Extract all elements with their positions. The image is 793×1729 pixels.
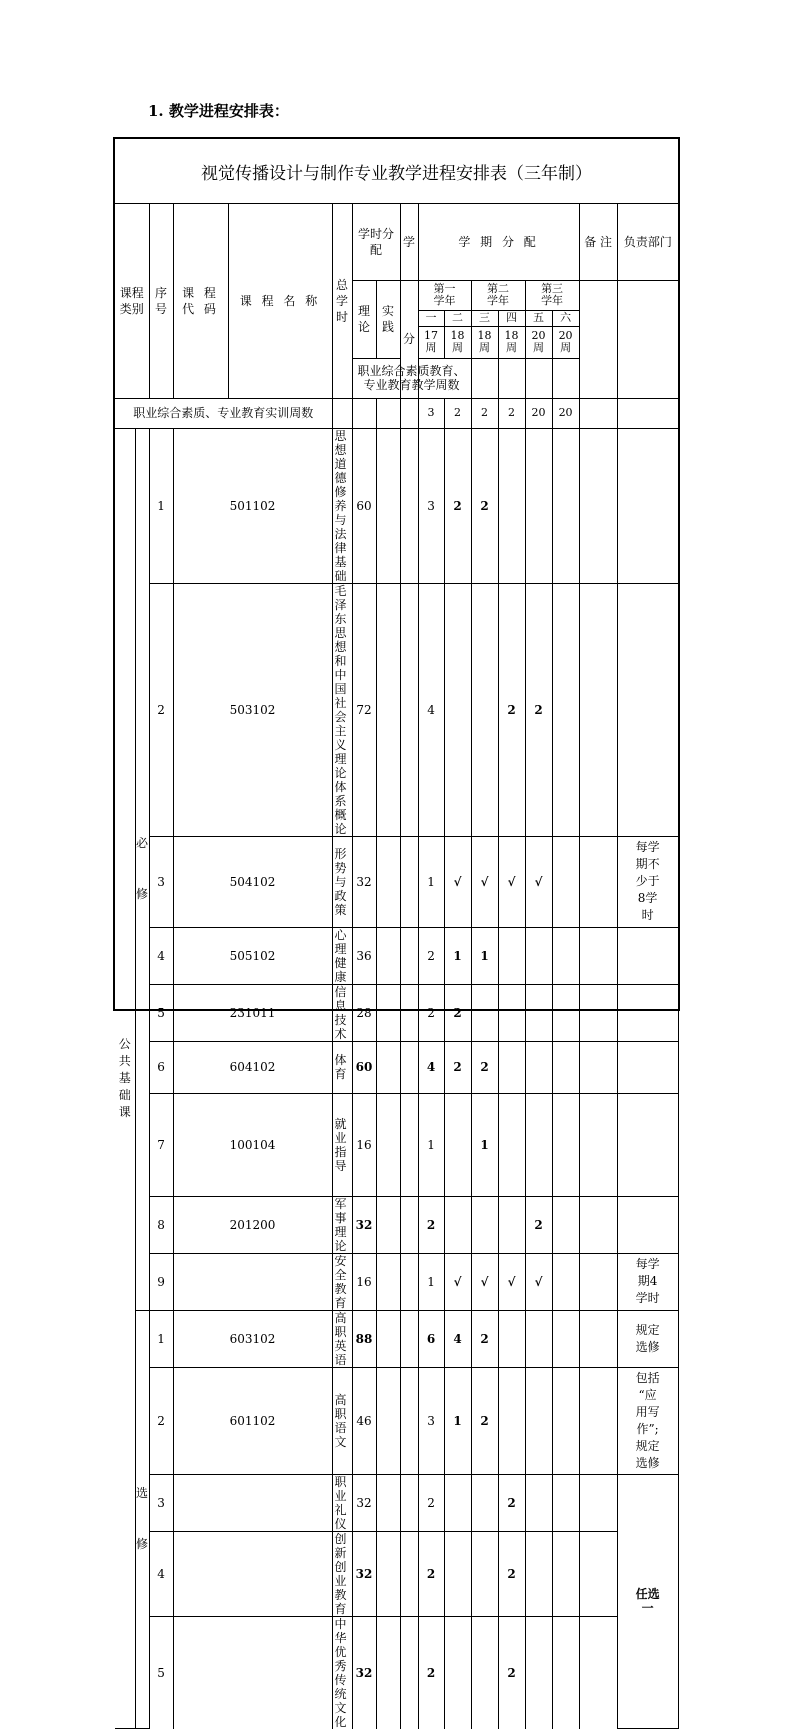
course-term-hours — [552, 836, 579, 927]
course-term-hours — [552, 583, 579, 836]
header-year-3: 第三 学年 — [525, 280, 579, 310]
course-term-hours: 2 — [444, 428, 471, 583]
course-credit: 1 — [418, 1093, 444, 1196]
course-seq: 5 — [149, 984, 173, 1041]
course-practice — [400, 1093, 418, 1196]
course-note — [617, 984, 678, 1041]
course-term-hours — [579, 1041, 617, 1093]
course-theory — [376, 1616, 400, 1729]
course-term-hours — [525, 1041, 552, 1093]
course-credit: 4 — [418, 1041, 444, 1093]
course-term-hours: √ — [444, 1253, 471, 1310]
section-heading: 1. 教学进程安排表： — [148, 102, 289, 120]
course-practice — [400, 1253, 418, 1310]
course-term-hours — [552, 1474, 579, 1531]
course-practice — [400, 1616, 418, 1729]
course-theory — [376, 583, 400, 836]
course-term-hours — [579, 1196, 617, 1253]
course-code: 231011 — [173, 984, 332, 1041]
header-total-hours: 总 学 时 — [332, 204, 352, 398]
course-total-hours: 32 — [352, 1531, 376, 1616]
course-code: 100104 — [173, 1093, 332, 1196]
blank — [525, 358, 552, 398]
course-seq: 1 — [149, 428, 173, 583]
course-seq: 3 — [149, 1474, 173, 1531]
course-credit: 1 — [418, 836, 444, 927]
header-term: 五 — [525, 310, 552, 326]
course-term-hours — [552, 927, 579, 984]
course-term-hours: 1 — [471, 1093, 498, 1196]
header-year-2: 第二 学年 — [471, 280, 525, 310]
blank — [400, 398, 418, 428]
course-seq: 6 — [149, 1041, 173, 1093]
course-theory — [376, 836, 400, 927]
course-term-hours: 2 — [444, 984, 471, 1041]
header-term: 三 — [471, 310, 498, 326]
course-note: 包括 “应 用写 作”; 规定 选修 — [617, 1367, 678, 1474]
course-term-hours: 2 — [471, 428, 498, 583]
course-term-hours — [525, 927, 552, 984]
blank — [552, 358, 579, 398]
course-term-hours — [471, 1531, 498, 1616]
course-term-hours — [579, 984, 617, 1041]
header-weeks: 20 周 — [552, 326, 579, 358]
course-seq: 5 — [149, 1616, 173, 1729]
header-credit-top: 学 — [400, 204, 418, 280]
course-name: 创新创业教育 — [332, 1531, 352, 1616]
practice-weeks-value: 2 — [444, 398, 471, 428]
course-practice — [400, 583, 418, 836]
course-term-hours — [525, 1531, 552, 1616]
blank — [376, 398, 400, 428]
course-term-hours — [471, 1196, 498, 1253]
course-name: 体 育 — [332, 1041, 352, 1093]
course-seq: 7 — [149, 1093, 173, 1196]
header-weeks: 18 周 — [498, 326, 525, 358]
course-code: 603102 — [173, 1310, 332, 1367]
course-term-hours — [579, 836, 617, 927]
practice-weeks-value: 2 — [498, 398, 525, 428]
course-term-hours — [444, 1531, 471, 1616]
course-note: 每学 期4 学时 — [617, 1253, 678, 1310]
course-term-hours: 2 — [471, 1041, 498, 1093]
course-seq: 3 — [149, 836, 173, 927]
course-seq: 9 — [149, 1253, 173, 1310]
course-seq: 2 — [149, 583, 173, 836]
course-credit: 3 — [418, 1367, 444, 1474]
course-total-hours: 60 — [352, 428, 376, 583]
course-credit: 3 — [418, 428, 444, 583]
course-total-hours: 32 — [352, 1196, 376, 1253]
course-theory — [376, 1310, 400, 1367]
course-code: 501102 — [173, 428, 332, 583]
course-term-hours — [444, 583, 471, 836]
course-term-hours — [579, 583, 617, 836]
header-hours-split: 学时分 配 — [352, 204, 400, 280]
course-note — [617, 428, 678, 583]
course-note — [617, 1041, 678, 1093]
course-term-hours — [498, 1041, 525, 1093]
elective-group: 选 修 — [135, 1310, 149, 1729]
course-theory — [376, 927, 400, 984]
course-practice — [400, 428, 418, 583]
course-theory — [376, 1196, 400, 1253]
course-credit: 2 — [418, 927, 444, 984]
header-category: 课程 类别 — [115, 204, 149, 398]
course-term-hours — [552, 1093, 579, 1196]
blank — [332, 398, 352, 428]
course-term-hours — [444, 1196, 471, 1253]
course-theory — [376, 1253, 400, 1310]
course-note — [617, 927, 678, 984]
header-weeks: 17 周 — [418, 326, 444, 358]
course-theory — [376, 428, 400, 583]
course-term-hours — [579, 428, 617, 583]
course-term-hours — [525, 1616, 552, 1729]
course-term-hours — [525, 1310, 552, 1367]
course-credit: 2 — [418, 1196, 444, 1253]
elective-choose-one-note: 任选 一 — [617, 1474, 678, 1729]
course-term-hours: √ — [471, 1253, 498, 1310]
table-title: 视觉传播设计与制作专业教学进程安排表（三年制） — [115, 139, 678, 204]
course-term-hours — [525, 1367, 552, 1474]
course-term-hours — [444, 1474, 471, 1531]
course-total-hours: 16 — [352, 1093, 376, 1196]
course-name: 高职语文 — [332, 1367, 352, 1474]
course-term-hours: √ — [525, 836, 552, 927]
header-practice: 实 践 — [376, 280, 400, 358]
course-term-hours — [498, 984, 525, 1041]
course-note — [617, 1196, 678, 1253]
course-term-hours — [552, 1531, 579, 1616]
course-term-hours: 2 — [444, 1041, 471, 1093]
course-term-hours — [444, 1093, 471, 1196]
practice-weeks-value: 20 — [552, 398, 579, 428]
header-code: 课 程 代 码 — [173, 204, 228, 398]
course-term-hours — [552, 1041, 579, 1093]
course-term-hours — [498, 428, 525, 583]
course-total-hours: 28 — [352, 984, 376, 1041]
practice-weeks-value: 3 — [418, 398, 444, 428]
required-group: 必 修 — [135, 428, 149, 1310]
course-term-hours — [579, 927, 617, 984]
course-code: 601102 — [173, 1367, 332, 1474]
course-name: 思想道德修养与 法律基础 — [332, 428, 352, 583]
course-name: 心理健康 — [332, 927, 352, 984]
course-name: 职业礼仪 — [332, 1474, 352, 1531]
practice-weeks-value: 20 — [525, 398, 552, 428]
course-note: 规定 选修 — [617, 1310, 678, 1367]
course-note — [617, 1093, 678, 1196]
course-name: 形势与政策 — [332, 836, 352, 927]
course-total-hours: 16 — [352, 1253, 376, 1310]
course-code: 503102 — [173, 583, 332, 836]
course-name: 就业指导 — [332, 1093, 352, 1196]
course-credit: 6 — [418, 1310, 444, 1367]
course-term-hours — [552, 1253, 579, 1310]
course-seq: 4 — [149, 1531, 173, 1616]
course-term-hours — [579, 1474, 617, 1531]
course-term-hours — [471, 984, 498, 1041]
course-term-hours — [525, 1474, 552, 1531]
header-credit-bottom: 分 — [400, 280, 418, 398]
course-name: 毛泽东思想和中 国社会主义理论 体系概论 — [332, 583, 352, 836]
course-theory — [376, 1531, 400, 1616]
course-term-hours — [552, 1196, 579, 1253]
course-term-hours — [444, 1616, 471, 1729]
course-practice — [400, 836, 418, 927]
header-term: 六 — [552, 310, 579, 326]
public-basic-course-group: 公 共 基 础 课 — [115, 428, 135, 1729]
course-term-hours: √ — [471, 836, 498, 927]
header-note: 备 注 — [579, 204, 617, 280]
blank — [498, 358, 525, 398]
blank — [579, 398, 617, 428]
course-name: 信息技术 — [332, 984, 352, 1041]
course-code — [173, 1474, 332, 1531]
course-term-hours — [525, 984, 552, 1041]
course-term-hours: 2 — [498, 1474, 525, 1531]
course-total-hours: 60 — [352, 1041, 376, 1093]
course-term-hours: 1 — [471, 927, 498, 984]
course-practice — [400, 1531, 418, 1616]
course-credit: 2 — [418, 1616, 444, 1729]
course-code — [173, 1531, 332, 1616]
header-semester-dist: 学 期 分 配 — [418, 204, 579, 280]
course-term-hours — [552, 1367, 579, 1474]
course-theory — [376, 1041, 400, 1093]
course-note: 每学 期不 少于 8学 时 — [617, 836, 678, 927]
course-practice — [400, 1474, 418, 1531]
course-term-hours — [579, 1310, 617, 1367]
course-term-hours: 2 — [498, 1531, 525, 1616]
course-term-hours — [579, 1093, 617, 1196]
header-dept: 负责部门 — [617, 204, 678, 280]
course-term-hours: √ — [525, 1253, 552, 1310]
course-term-hours — [471, 1616, 498, 1729]
course-practice — [400, 1310, 418, 1367]
course-term-hours — [552, 984, 579, 1041]
header-term: 二 — [444, 310, 471, 326]
course-term-hours — [498, 1367, 525, 1474]
course-theory — [376, 984, 400, 1041]
course-term-hours — [471, 583, 498, 836]
practice-weeks-value: 2 — [471, 398, 498, 428]
course-theory — [376, 1367, 400, 1474]
course-total-hours: 36 — [352, 927, 376, 984]
course-term-hours — [579, 1253, 617, 1310]
blank — [352, 398, 376, 428]
header-weeks: 18 周 — [444, 326, 471, 358]
course-name: 军事理论 — [332, 1196, 352, 1253]
course-name: 高职英语 — [332, 1310, 352, 1367]
course-code: 505102 — [173, 927, 332, 984]
course-practice — [400, 1041, 418, 1093]
course-seq: 8 — [149, 1196, 173, 1253]
course-term-hours: 2 — [471, 1367, 498, 1474]
course-term-hours: 2 — [525, 1196, 552, 1253]
course-term-hours — [525, 428, 552, 583]
course-term-hours — [552, 1616, 579, 1729]
course-name: 中华优秀传统文 化 — [332, 1616, 352, 1729]
course-term-hours: 1 — [444, 1367, 471, 1474]
header-course-name: 课 程 名 称 — [228, 204, 332, 398]
course-term-hours: 2 — [498, 1616, 525, 1729]
course-theory — [376, 1474, 400, 1531]
course-theory — [376, 1093, 400, 1196]
header-theory: 理 论 — [352, 280, 376, 358]
course-code: 504102 — [173, 836, 332, 927]
course-code — [173, 1616, 332, 1729]
course-total-hours: 72 — [352, 583, 376, 836]
course-name: 安全教育 — [332, 1253, 352, 1310]
course-term-hours — [579, 1367, 617, 1474]
course-term-hours: 2 — [498, 583, 525, 836]
header-seq: 序 号 — [149, 204, 173, 398]
course-seq: 1 — [149, 1310, 173, 1367]
blank — [471, 358, 498, 398]
course-credit: 4 — [418, 583, 444, 836]
header-note-blank — [579, 280, 617, 398]
header-term: 四 — [498, 310, 525, 326]
course-code: 604102 — [173, 1041, 332, 1093]
course-credit: 2 — [418, 1474, 444, 1531]
course-total-hours: 32 — [352, 1616, 376, 1729]
schedule-table — [115, 204, 678, 1729]
course-practice — [400, 927, 418, 984]
practice-weeks-label: 职业综合素质、专业教育实训周数 — [115, 398, 332, 428]
schedule-table-frame — [113, 137, 680, 1729]
course-term-hours — [579, 1616, 617, 1729]
course-credit: 1 — [418, 1253, 444, 1310]
course-credit: 2 — [418, 1531, 444, 1616]
course-term-hours — [579, 1531, 617, 1616]
course-term-hours: 1 — [444, 927, 471, 984]
course-total-hours: 46 — [352, 1367, 376, 1474]
course-term-hours — [498, 1196, 525, 1253]
course-term-hours — [552, 428, 579, 583]
course-total-hours: 32 — [352, 836, 376, 927]
course-practice — [400, 984, 418, 1041]
course-total-hours: 32 — [352, 1474, 376, 1531]
course-term-hours — [498, 1093, 525, 1196]
course-term-hours — [498, 927, 525, 984]
course-term-hours — [498, 1310, 525, 1367]
course-term-hours: √ — [444, 836, 471, 927]
course-credit: 2 — [418, 984, 444, 1041]
course-practice — [400, 1367, 418, 1474]
course-practice — [400, 1196, 418, 1253]
teaching-weeks-label: 职业综合素质教育、专业教育教学周数 — [352, 358, 471, 398]
course-term-hours: 2 — [525, 583, 552, 836]
course-term-hours: √ — [498, 836, 525, 927]
header-year-1: 第一 学年 — [418, 280, 471, 310]
course-term-hours: 4 — [444, 1310, 471, 1367]
header-dept-blank — [617, 280, 678, 398]
header-term: 一 — [418, 310, 444, 326]
course-term-hours: 2 — [471, 1310, 498, 1367]
blank — [617, 398, 678, 428]
course-note — [617, 583, 678, 836]
course-term-hours — [525, 1093, 552, 1196]
course-term-hours — [471, 1474, 498, 1531]
course-code: 201200 — [173, 1196, 332, 1253]
course-total-hours: 88 — [352, 1310, 376, 1367]
header-weeks: 20 周 — [525, 326, 552, 358]
header-weeks: 18 周 — [471, 326, 498, 358]
course-seq: 4 — [149, 927, 173, 984]
course-seq: 2 — [149, 1367, 173, 1474]
course-term-hours: √ — [498, 1253, 525, 1310]
course-term-hours — [552, 1310, 579, 1367]
course-code — [173, 1253, 332, 1310]
